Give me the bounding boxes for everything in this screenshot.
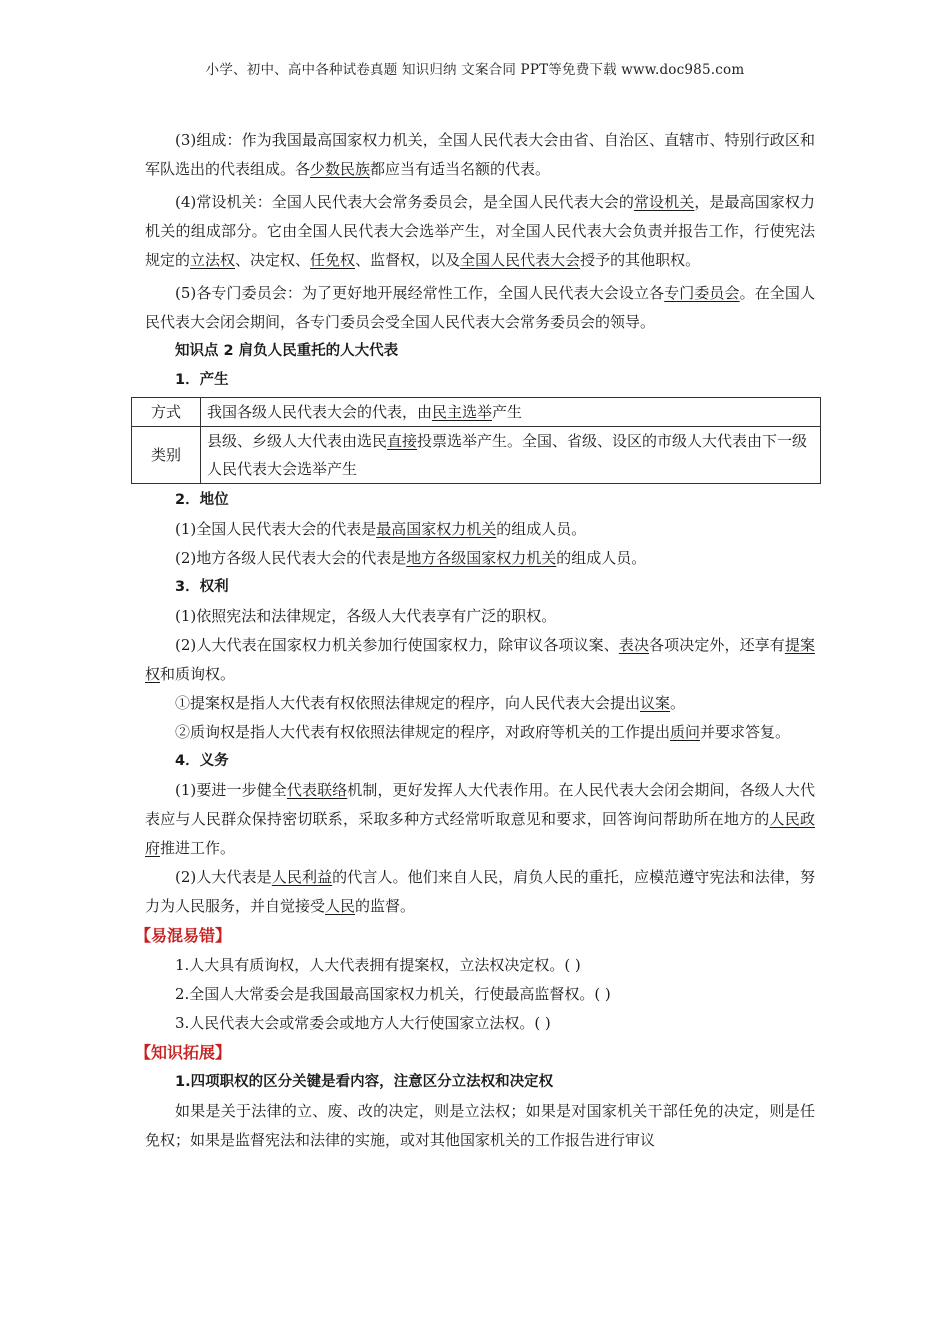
quiz-item: 1.人大具有质询权，人大代表拥有提案权，立法权决定权。( ) <box>175 956 581 974</box>
section-heading-origin: 1．产生 <box>175 372 229 388</box>
table-cell-category: 县级、乡级人大代表由选民直接投票选举产生。全国、省级、设区的市级人大代表由下一级人民代表大会选举产生 <box>201 427 821 484</box>
paragraph-composition: (3)组成：作为我国最高国家权力机关，全国人民代表大会由省、自治区、直辖市、特别行政区和军队选出的代表组成。各少数民族都应当有适当名额的代表。 <box>145 131 815 178</box>
section-heading-duties: 4．义务 <box>175 753 229 769</box>
paragraph-special-committees: (5)各专门委员会：为了更好地开展经常性工作，全国人民代表大会设立各专门委员会。在全国人民代表大会闭会期间，各专门委员会受全国人民代表大会常务委员会的领导。 <box>145 284 815 331</box>
paragraph-status-1: (1)全国人民代表大会的代表是最高国家权力机关的组成人员。 <box>175 520 587 538</box>
quiz-item: 2.全国人大常委会是我国最高国家权力机关，行使最高监督权。( ) <box>175 985 611 1003</box>
extension-paragraph: 如果是关于法律的立、废、改的决定，则是立法权；如果是对国家机关干部任免的决定，则是任免权；如果是监督宪法和法律的实施，或对其他国家机关的工作报告进行审议 <box>145 1102 815 1149</box>
section-heading-rights: 3．权利 <box>175 579 229 595</box>
paragraph-duties-1: (1)要进一步健全代表联络机制，更好发挥人大代表作用。在人民代表大会闭会期间，各级人大代表应与人民群众保持密切联系，采取多种方式经常听取意见和要求，回答询问帮助所在地方的人民政府推进工作。 <box>145 781 815 857</box>
paragraph-duties-2: (2)人大代表是人民利益的代言人。他们来自人民，肩负人民的重托，应模范遵守宪法和法律，努力为人民服务，并自觉接受人民的监督。 <box>145 868 815 915</box>
section-heading-status: 2．地位 <box>175 492 229 508</box>
paragraph-rights-2: (2)人大代表在国家权力机关参加行使国家权力，除审议各项议案、表决各项决定外，还享有提案权和质询权。 <box>145 636 815 683</box>
extension-title: 1.四项职权的区分关键是看内容，注意区分立法权和决定权 <box>175 1074 554 1090</box>
table-label-method: 方式 <box>132 398 201 427</box>
paragraph-standing-body: (4)常设机关：全国人民代表大会常务委员会，是全国人民代表大会的常设机关，是最高国家权力机关的组成部分。它由全国人民代表大会选举产生，对全国人民代表大会负责并报告工作，行使宪法规定的立法权、决定权、任免权、监督权，以及全国人民代表大会授予的其他职权。 <box>145 193 815 269</box>
origin-table <box>131 397 821 484</box>
document-body <box>135 126 815 1155</box>
paragraph-status-2: (2)地方各级人民代表大会的代表是地方各级国家权力机关的组成人员。 <box>175 549 647 567</box>
section-heading-knowledge-extension: 【知识拓展】 <box>135 1043 232 1062</box>
table-row <box>132 427 821 484</box>
table-label-category: 类别 <box>132 427 201 484</box>
quiz-item: 3.人民代表大会或常委会或地方人大行使国家立法权。( ) <box>175 1014 551 1032</box>
page-header: 小学、初中、高中各种试卷真题 知识归纳 文案合同 PPT等免费下载 www.doc985.com <box>205 62 745 78</box>
paragraph-rights-1: (1)依照宪法和法律规定，各级人大代表享有广泛的职权。 <box>175 607 557 625</box>
table-row <box>132 398 821 427</box>
section-heading-common-mistakes: 【易混易错】 <box>135 926 232 945</box>
knowledge-point-heading: 知识点 2 肩负人民重托的人大代表 <box>175 343 399 359</box>
paragraph-proposal-right: ①提案权是指人大代表有权依照法律规定的程序，向人民代表大会提出议案。 <box>175 694 686 712</box>
paragraph-inquiry-right: ②质询权是指人大代表有权依照法律规定的程序，对政府等机关的工作提出质问并要求答复。 <box>175 723 791 741</box>
table-cell-method: 我国各级人民代表大会的代表，由民主选举产生 <box>201 398 821 427</box>
